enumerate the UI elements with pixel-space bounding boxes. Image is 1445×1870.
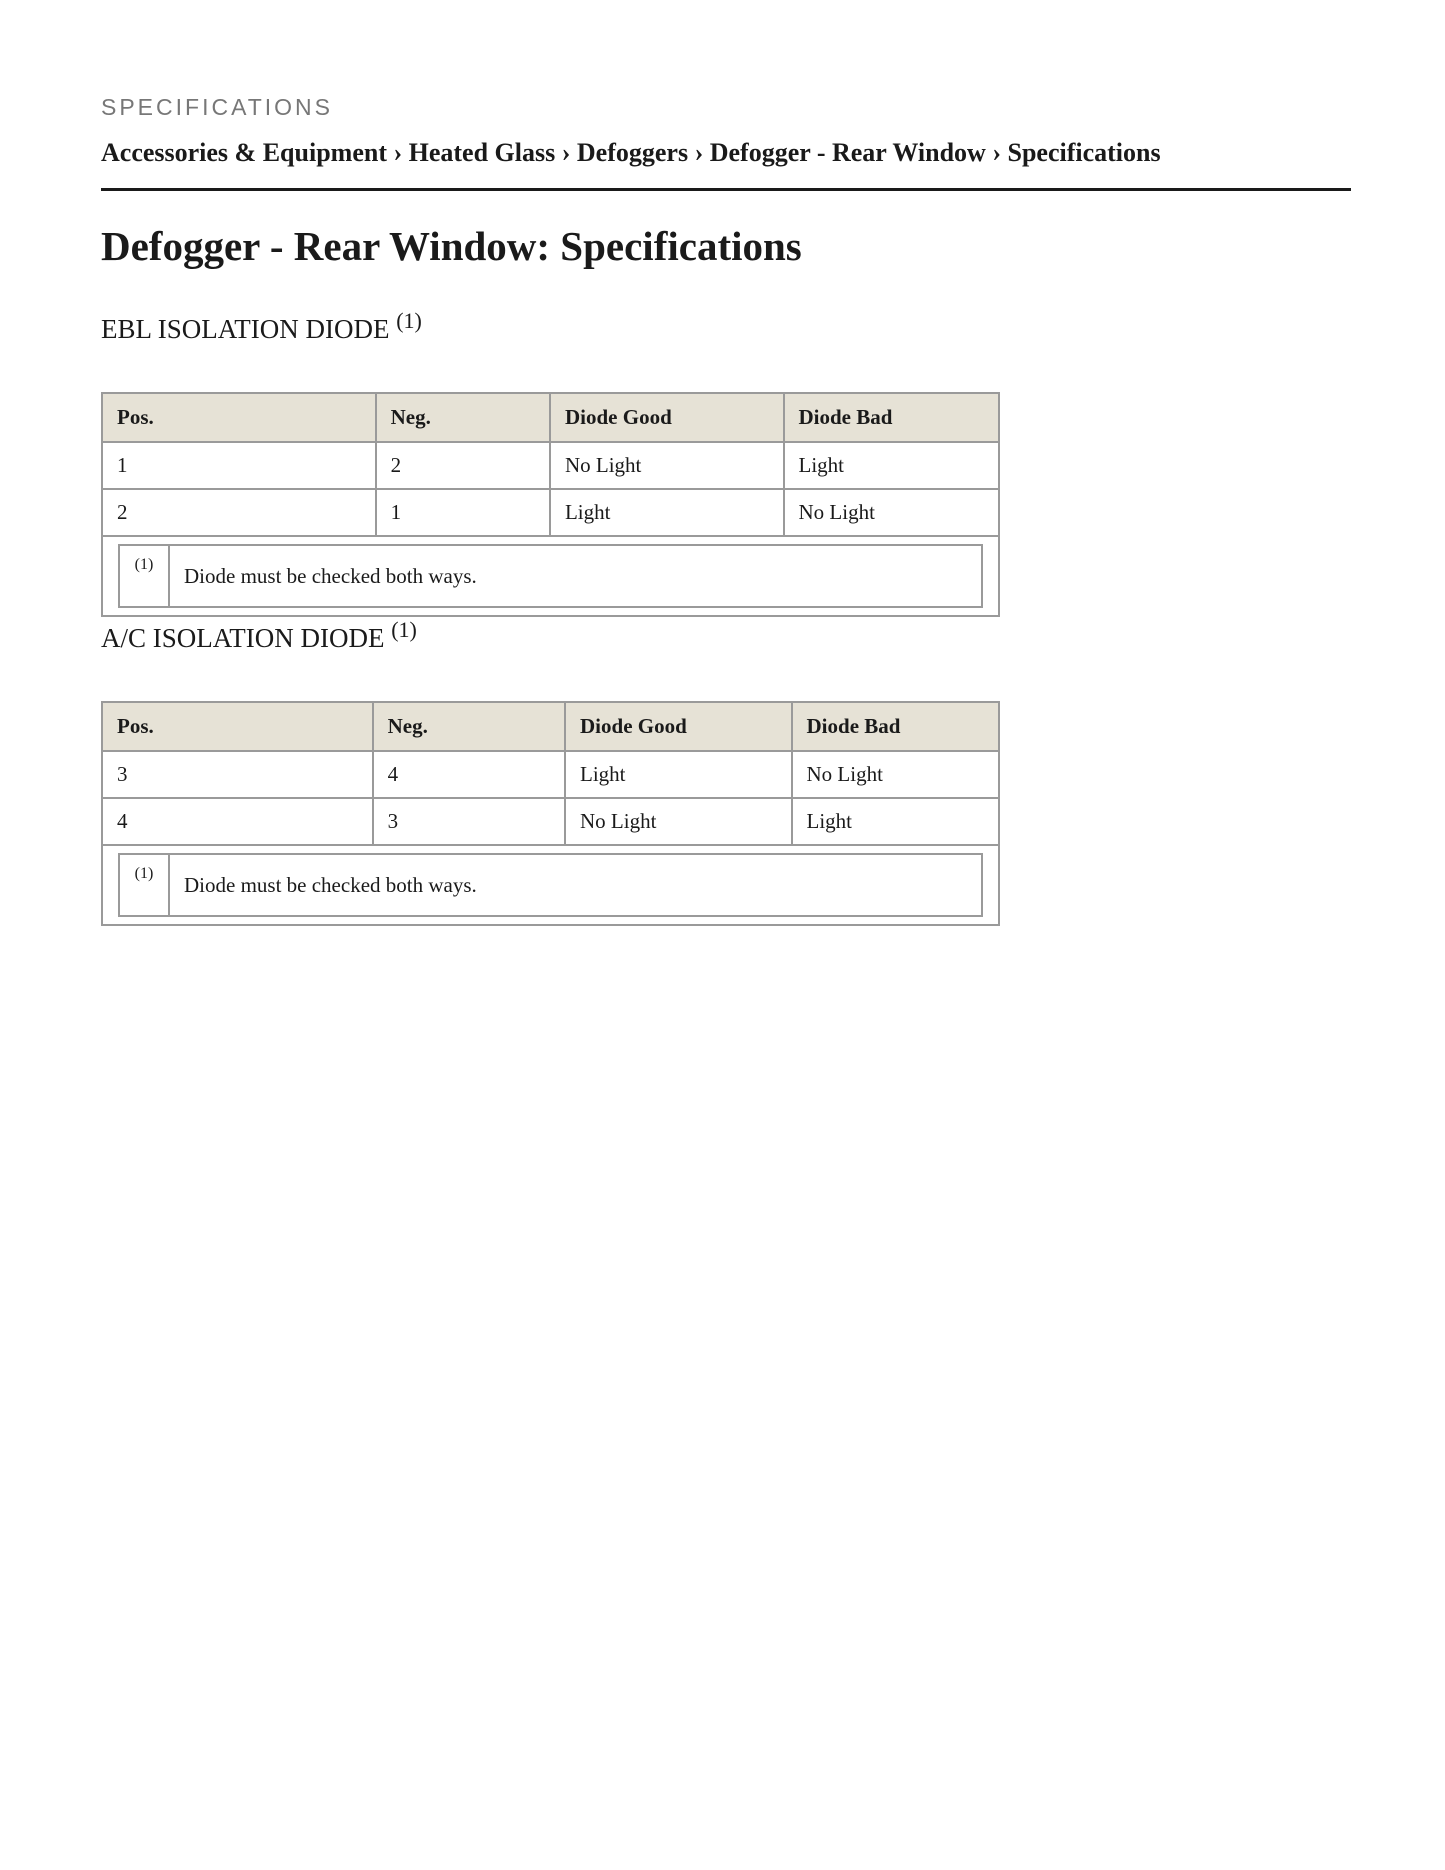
cell-pos: 2 bbox=[102, 489, 376, 536]
cell-neg: 1 bbox=[376, 489, 550, 536]
cell-neg: 3 bbox=[373, 798, 565, 845]
cell-diode-good: No Light bbox=[565, 798, 792, 845]
column-header-diode-good: Diode Good bbox=[565, 702, 792, 751]
cell-diode-bad: Light bbox=[784, 442, 1000, 489]
page-title: Defogger - Rear Window: Specifications bbox=[101, 223, 802, 269]
ebl-spec-table bbox=[101, 392, 1000, 617]
ac-heading-text: A/C ISOLATION DIODE bbox=[101, 623, 385, 653]
table-row bbox=[102, 442, 999, 489]
column-header-diode-good: Diode Good bbox=[550, 393, 784, 442]
table-header-row bbox=[102, 702, 999, 751]
cell-pos: 1 bbox=[102, 442, 376, 489]
footnote-table bbox=[118, 544, 983, 608]
footnote-text: Diode must be checked both ways. bbox=[169, 854, 982, 916]
footnote-text: Diode must be checked both ways. bbox=[169, 545, 982, 607]
cell-diode-bad: No Light bbox=[792, 751, 999, 798]
cell-diode-bad: No Light bbox=[784, 489, 1000, 536]
footnote-cell bbox=[102, 536, 999, 616]
cell-diode-good: Light bbox=[550, 489, 784, 536]
breadcrumb: Accessories & Equipment › Heated Glass › Defoggers › Defogger - Rear Window › Specifications bbox=[101, 138, 1161, 167]
cell-neg: 4 bbox=[373, 751, 565, 798]
footnote-mark: (1) bbox=[119, 545, 169, 607]
cell-diode-bad: Light bbox=[792, 798, 999, 845]
footnote-table bbox=[118, 853, 983, 917]
cell-pos: 4 bbox=[102, 798, 373, 845]
column-header-pos: Pos. bbox=[102, 393, 376, 442]
table-row bbox=[102, 489, 999, 536]
cell-neg: 2 bbox=[376, 442, 550, 489]
ac-spec-table bbox=[101, 701, 1000, 926]
header-divider bbox=[101, 188, 1351, 191]
ac-heading-note: (1) bbox=[391, 617, 417, 642]
column-header-neg: Neg. bbox=[373, 702, 565, 751]
ebl-heading-note: (1) bbox=[396, 308, 422, 333]
table-header-row bbox=[102, 393, 999, 442]
ebl-heading bbox=[101, 308, 422, 345]
column-header-diode-bad: Diode Bad bbox=[792, 702, 999, 751]
footnote-row bbox=[102, 536, 999, 616]
table-row bbox=[102, 751, 999, 798]
column-header-pos: Pos. bbox=[102, 702, 373, 751]
cell-pos: 3 bbox=[102, 751, 373, 798]
column-header-neg: Neg. bbox=[376, 393, 550, 442]
column-header-diode-bad: Diode Bad bbox=[784, 393, 1000, 442]
ac-heading bbox=[101, 617, 417, 654]
section-label: SPECIFICATIONS bbox=[101, 94, 333, 120]
ebl-heading-text: EBL ISOLATION DIODE bbox=[101, 314, 390, 344]
footnote-row bbox=[102, 845, 999, 925]
footnote-cell bbox=[102, 845, 999, 925]
cell-diode-good: No Light bbox=[550, 442, 784, 489]
cell-diode-good: Light bbox=[565, 751, 792, 798]
footnote-mark: (1) bbox=[119, 854, 169, 916]
table-row bbox=[102, 798, 999, 845]
